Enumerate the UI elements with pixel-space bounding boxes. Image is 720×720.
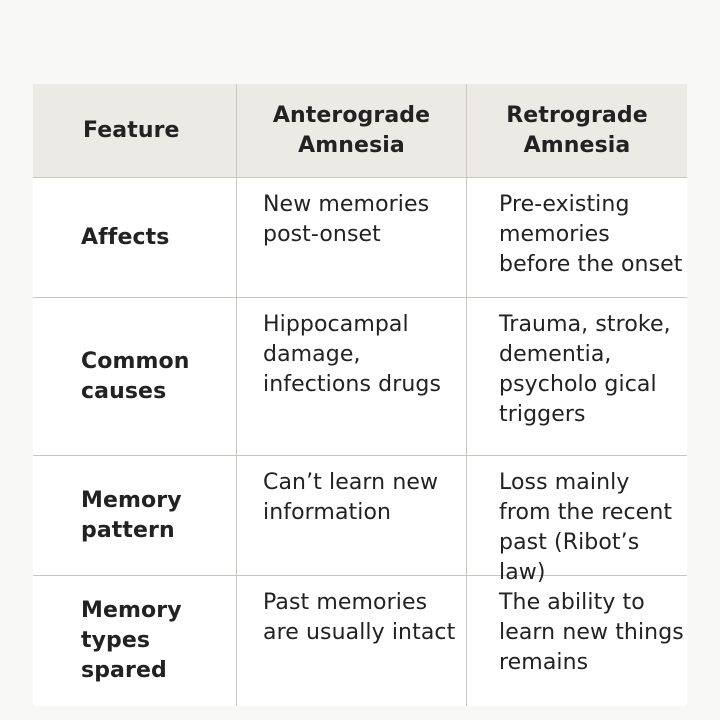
row-spared-retrograde <box>467 576 687 706</box>
row-anterograde-text: Can’t learn new information <box>263 470 439 525</box>
row-feature-label: Memory pattern <box>81 487 182 543</box>
row-retrograde-text: The ability to learn new things remains <box>499 590 684 675</box>
header-retrograde-label: Retrograde Amnesia <box>506 102 648 158</box>
header-anterograde <box>237 84 467 178</box>
row-anterograde-text: Past memories are usually intact <box>263 590 456 645</box>
header-retrograde <box>467 84 687 178</box>
row-causes-feature <box>33 298 237 456</box>
row-pattern-retrograde <box>467 456 687 585</box>
row-causes-retrograde <box>467 298 687 456</box>
row-feature-label: Affects <box>81 224 170 250</box>
row-anterograde-text: Hippocampal damage, infections drugs <box>263 312 442 397</box>
table-grid <box>33 84 687 706</box>
row-affects-feature <box>33 178 237 298</box>
row-affects-anterograde <box>237 178 467 298</box>
row-causes-anterograde <box>237 298 467 456</box>
row-retrograde-text: Trauma, stroke, dementia, psycholo gical triggers <box>499 312 671 427</box>
row-pattern-anterograde <box>237 456 467 576</box>
header-anterograde-label: Anterograde Amnesia <box>272 102 431 158</box>
row-pattern-feature <box>33 456 237 576</box>
row-anterograde-text: New memories post-onset <box>263 192 430 247</box>
row-affects-retrograde <box>467 178 687 298</box>
header-feature <box>33 84 237 178</box>
row-retrograde-text: Pre-existing memories before the onset <box>499 192 683 277</box>
comparison-table <box>33 84 687 706</box>
row-spared-feature <box>33 576 237 706</box>
row-feature-label: Common causes <box>81 348 190 404</box>
row-feature-label: Memory types spared <box>81 598 182 683</box>
row-spared-anterograde <box>237 576 467 706</box>
header-feature-label: Feature <box>83 117 180 143</box>
row-retrograde-text: Loss mainly from the recent past (Ribot’s law) <box>499 470 673 585</box>
